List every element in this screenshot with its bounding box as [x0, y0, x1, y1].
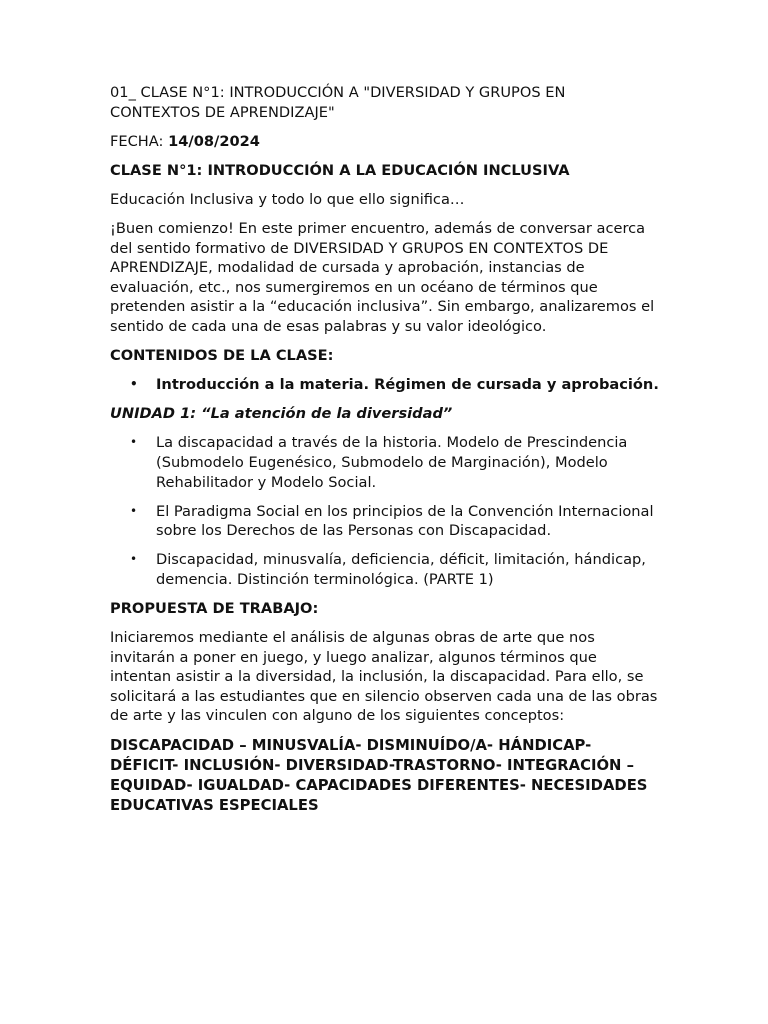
list-item-text: El Paradigma Social en los principios de la Convención Internacional sobre los Derechos de las Personas con Discapacidad. — [156, 502, 654, 540]
propuesta-paragraph: Iniciaremos mediante el análisis de algunas obras de arte que nos invitarán a poner en juego, y luego analizar, algunos términos que intentan asistir a la diversidad, la inclusión, la discapacidad. Para ello, se solicitará a las estudiantes que en silencio observen cada una de las obras de arte y las vinculen con alguno de los siguientes conceptos: — [110, 629, 658, 725]
propuesta-heading: PROPUESTA DE TRABAJO: — [110, 599, 319, 617]
list-item-text: Introducción a la materia. Régimen de cursada y aprobación. — [156, 376, 659, 394]
list-item — [110, 550, 662, 589]
contenidos-heading: CONTENIDOS DE LA CLASE: — [110, 347, 334, 365]
intro-line: Educación Inclusiva y todo lo que ello significa… — [110, 190, 465, 208]
keywords-list: DISCAPACIDAD – MINUSVALÍA- DISMINUÍDO/A- HÁNDICAP- DÉFICIT- INCLUSIÓN- DIVERSIDAD-TRASTORNO- INTEGRACIÓN – EQUIDAD- IGUALDAD- CAPACIDADES DIFERENTES- NECESIDADES EDUCATIVAS ESPECIALES — [110, 736, 648, 814]
bullet-icon: • — [130, 435, 138, 450]
fecha-line — [110, 132, 662, 152]
unidad-heading: UNIDAD 1: “La atención de la diversidad” — [110, 405, 453, 423]
list-item-text: Discapacidad, minusvalía, deficiencia, déficit, limitación, hándicap, demencia. Distinción terminológica. (PARTE 1) — [156, 551, 646, 588]
list-item-text: La discapacidad a través de la historia. Modelo de Prescindencia (Submodelo Eugenésico, Submodelo de Marginación), Modelo Rehabilitador y Modelo Social. — [156, 434, 628, 491]
list-item — [110, 502, 662, 541]
bullet-icon: • — [130, 503, 138, 518]
document-page — [110, 83, 662, 825]
contenidos-list — [110, 375, 662, 395]
list-item — [110, 375, 662, 395]
unidad-list — [110, 433, 662, 589]
fecha-value: 14/08/2024 — [168, 132, 260, 150]
header-line-2: CONTEXTOS DE APRENDIZAJE" — [110, 103, 335, 121]
intro-paragraph: ¡Buen comienzo! En este primer encuentro, además de conversar acerca del sentido formativo de DIVERSIDAD Y GRUPOS EN CONTEXTOS DE APRENDIZAJE, modalidad de cursada y aprobación, instancias de evaluación, etc., nos sumergiremos en un océano de términos que pretenden asistir a la “educación inclusiva”. Sin embargo, analizaremos el sentido de cada una de esas palabras y su valor ideológico. — [110, 219, 655, 335]
list-item — [110, 433, 662, 492]
bullet-icon: • — [130, 377, 138, 392]
bullet-icon: • — [130, 552, 138, 567]
document-header — [110, 83, 662, 122]
header-line-1: 01_ CLASE N°1: INTRODUCCIÓN A "DIVERSIDAD Y GRUPOS EN — [110, 84, 566, 101]
clase-title: CLASE N°1: INTRODUCCIÓN A LA EDUCACIÓN INCLUSIVA — [110, 161, 570, 179]
fecha-label: FECHA: — [110, 132, 169, 150]
